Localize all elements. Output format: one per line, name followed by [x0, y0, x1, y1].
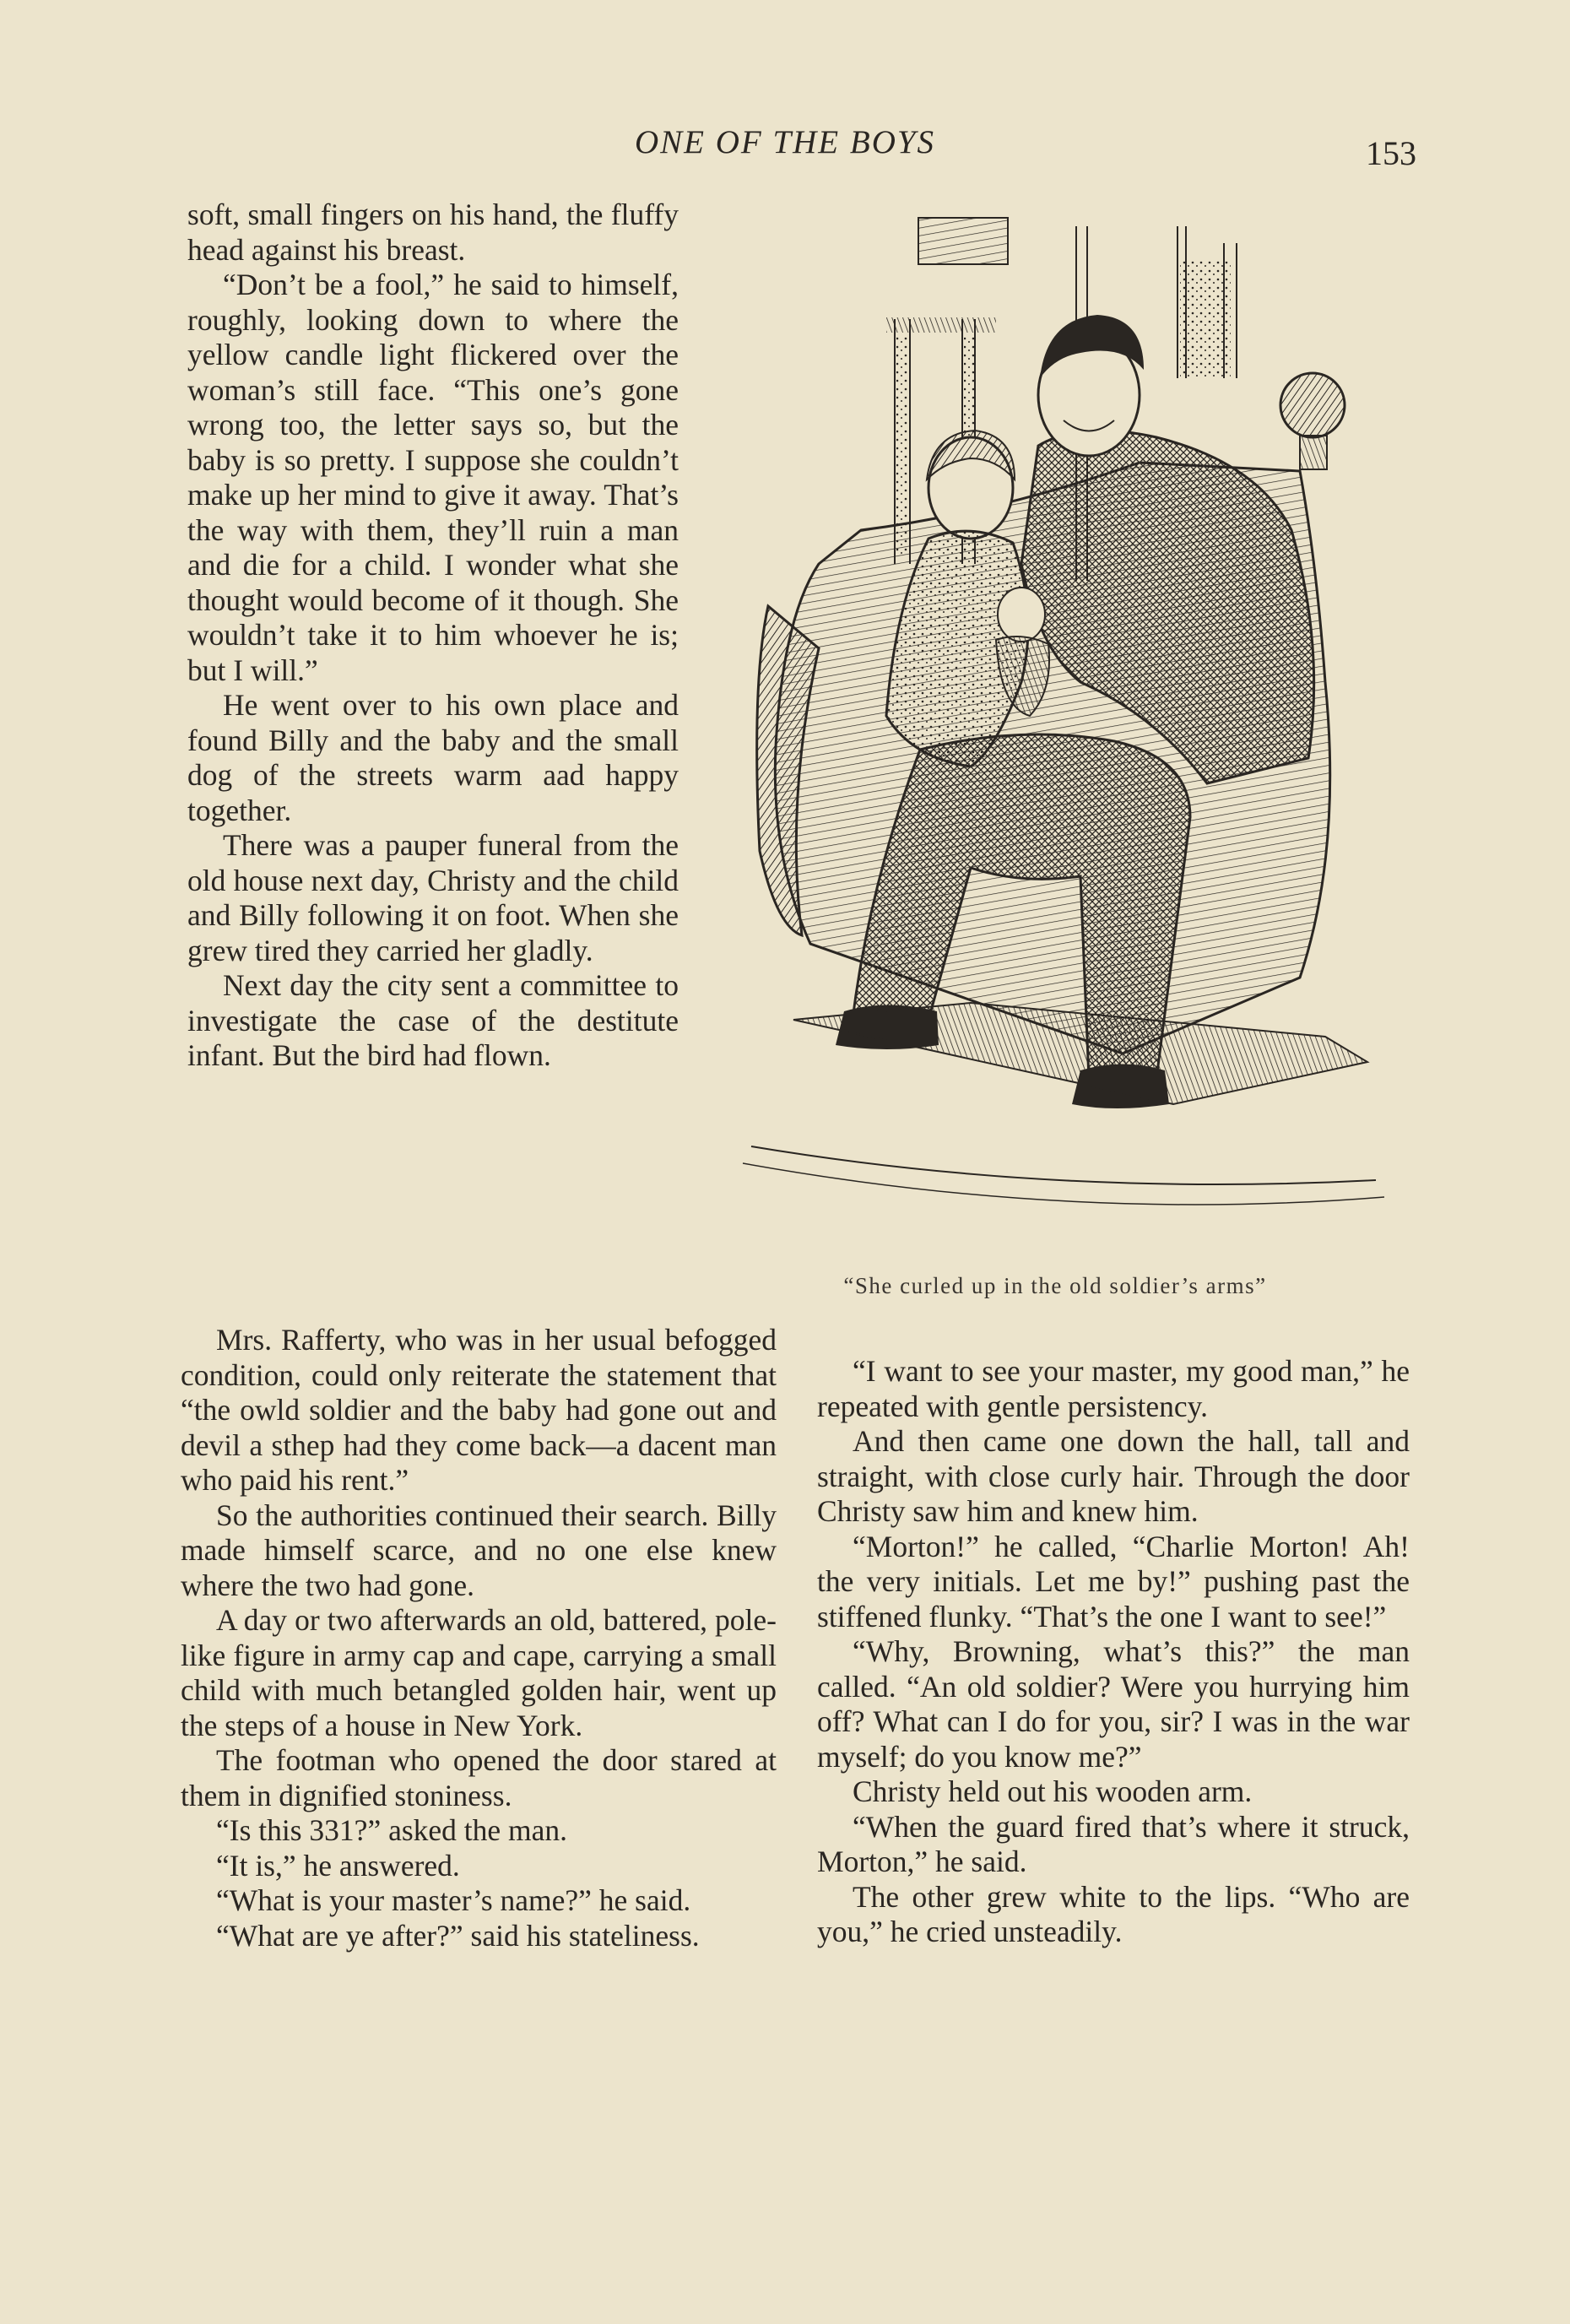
paragraph: A day or two afterwards an old, battered, pole-like figure in army cap and cape, carrying a small child with much betangled golden hair, went up the steps of a house in New York.	[181, 1603, 777, 1742]
right-column-bottom	[817, 1354, 1410, 1950]
paragraph: The footman who opened the door stared at them in dignified stoniness.	[181, 1743, 777, 1812]
paragraph: Mrs. Rafferty, who was in her usual befogged condition, could only reiterate the statement that “the owld soldier and the baby had gone out and devil a sthep had they come back—a dacent man who paid his rent.”	[181, 1323, 777, 1497]
paragraph: “Don’t be a fool,” he said to himself, roughly, looking down to where the yellow candle light flickered over the woman’s still face. “This one’s gone wrong too, the letter says so, but the baby is so pretty. I suppose she couldn’t make up her mind to give it away. That’s the way with them, they’ll ruin a man and die for a child. I wonder what she thought would become of it though. She wouldn’t take it to him whoever he is; but I will.”	[187, 268, 679, 687]
paragraph: “Why, Browning, what’s this?” the man called. “An old soldier? Were you hurrying him off? What can I do for you, sir? I was in the war myself; do you know me?”	[817, 1634, 1410, 1774]
running-title: ONE OF THE BOYS	[634, 124, 936, 160]
paragraph: Christy held out his wooden arm.	[853, 1774, 1253, 1808]
paragraph: The other grew white to the lips. “Who are you,” he cried unsteadily.	[817, 1879, 1410, 1948]
paragraph: “Morton!” he called, “Charlie Morton! Ah! the very initials. Let me by!” pushing past the stiffened flunky. “That’s the one I want to see!”	[817, 1529, 1410, 1633]
left-column-bottom	[181, 1323, 777, 1953]
paragraph: “I want to see your master, my good man,” he repeated with gentle persistency.	[817, 1354, 1410, 1423]
paragraph: So the authorities continued their search. Billy made himself scarce, and no one else knew where the two had gone.	[181, 1498, 777, 1602]
paragraph: “It is,” he answered.	[216, 1848, 460, 1882]
paragraph: And then came one down the hall, tall and straight, with close curly hair. Through the door Christy saw him and knew him.	[817, 1424, 1410, 1528]
illustration-old-soldier-with-child	[717, 209, 1418, 1243]
paragraph: “What is your master’s name?” he said.	[216, 1883, 691, 1917]
paragraph: “When the guard fired that’s where it struck, Morton,” he said.	[817, 1809, 1410, 1878]
left-column-top	[187, 198, 679, 1074]
paragraph: “What are ye after?” said his stateliness.	[216, 1918, 700, 1953]
figure-caption: “She curled up in the old soldier’s arms”	[843, 1273, 1267, 1298]
page-number: 153	[1366, 134, 1416, 172]
paragraph: “Is this 331?” asked the man.	[216, 1813, 568, 1847]
paragraph: soft, small fingers on his hand, the fluffy head against his breast.	[187, 198, 679, 267]
paragraph: Next day the city sent a committee to investigate the case of the destitute infant. But the bird had flown.	[187, 968, 679, 1072]
paragraph: There was a pauper funeral from the old house next day, Christy and the child and Billy following it on foot. When she grew tired they carried her gladly.	[187, 828, 679, 967]
engraving-drawing	[717, 209, 1418, 1243]
paragraph: He went over to his own place and found Billy and the baby and the small dog of the streets warm aad happy together.	[187, 688, 679, 827]
